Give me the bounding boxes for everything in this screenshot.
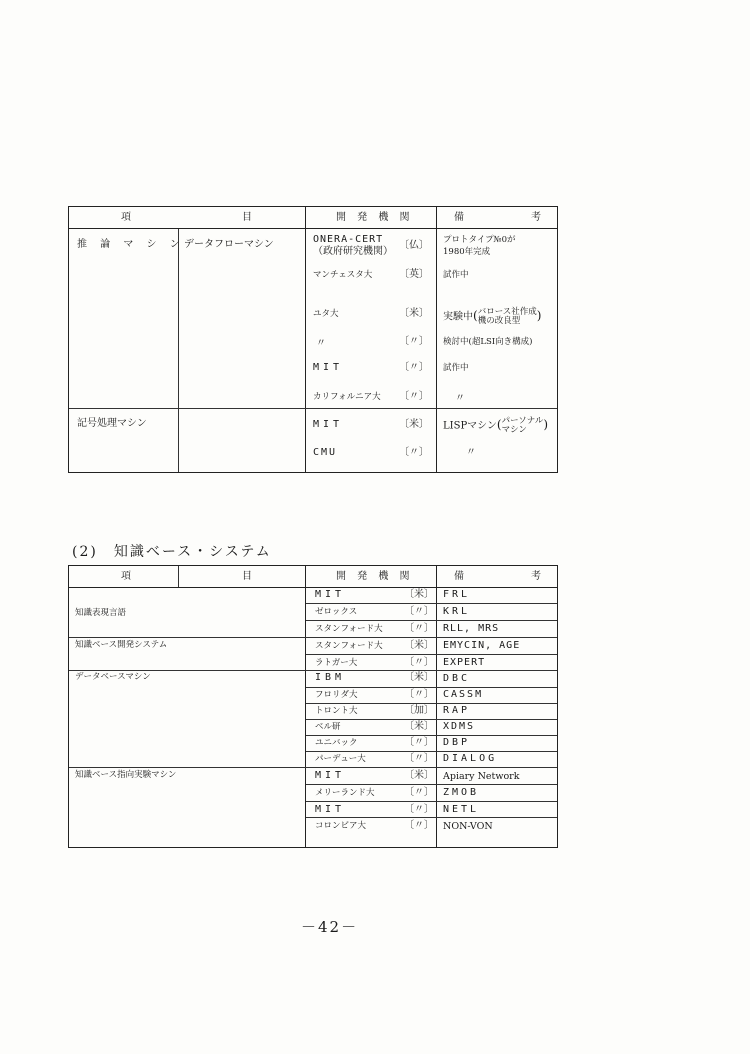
divider bbox=[436, 207, 437, 472]
remark-cell: Apiary Network bbox=[443, 771, 520, 782]
divider bbox=[306, 801, 557, 802]
org-cell: MIT bbox=[313, 419, 344, 430]
org-cell: 〃 bbox=[316, 338, 326, 349]
org-cell: ゼロックス bbox=[315, 607, 358, 617]
divider bbox=[178, 229, 179, 472]
country-cell: 〔英〕 bbox=[399, 269, 429, 280]
divider bbox=[306, 620, 557, 621]
group-label: 推 論 マ シ ン bbox=[77, 239, 185, 250]
remark-cell: EXPERT bbox=[443, 657, 486, 668]
remark-cell: DBC bbox=[443, 673, 471, 684]
divider bbox=[306, 654, 557, 655]
org-cell: CMU bbox=[313, 447, 338, 458]
group-label: 知識ベース指向実験マシン bbox=[75, 770, 177, 780]
country-cell: 〔〃〕 bbox=[404, 820, 434, 831]
group-label: データベースマシン bbox=[75, 672, 151, 682]
remark-sub: バロース社作成 bbox=[477, 307, 537, 317]
remark-cell: 〃 bbox=[455, 393, 465, 404]
org-cell: パーデュー大 bbox=[315, 754, 366, 764]
divider bbox=[69, 767, 557, 768]
remark-cell: KRL bbox=[443, 606, 471, 617]
group-label: 記号処理マシン bbox=[77, 418, 147, 429]
divider bbox=[69, 637, 557, 638]
org-cell: メリーランド大 bbox=[315, 788, 375, 798]
divider bbox=[178, 566, 179, 587]
remark-cell: DIALOG bbox=[443, 753, 498, 764]
country-cell: 〔〃〕 bbox=[404, 689, 434, 700]
org-cell: ラトガー大 bbox=[315, 658, 358, 668]
header-remarks-left: 備 bbox=[454, 571, 468, 582]
remark-cell: RAP bbox=[443, 705, 471, 716]
org-cell: ユタ大 bbox=[313, 309, 339, 319]
country-cell: 〔仏〕 bbox=[399, 240, 429, 251]
remark-cell: DBP bbox=[443, 737, 471, 748]
remark-cell: 試作中 bbox=[443, 270, 469, 280]
org-cell: トロント大 bbox=[315, 706, 358, 716]
header-item-left: 項 bbox=[121, 212, 135, 223]
country-cell: 〔〃〕 bbox=[404, 657, 434, 668]
header-item-left: 項 bbox=[121, 571, 135, 582]
section-title: (2) 知識ベース・システム bbox=[72, 544, 272, 560]
divider bbox=[306, 603, 557, 604]
org-cell: コロンビア大 bbox=[315, 821, 367, 831]
remark-cell: プロトタイプ№0が bbox=[443, 235, 516, 245]
header-remarks-right: 考 bbox=[531, 571, 545, 582]
divider bbox=[69, 228, 557, 229]
header-org: 開 発 機 関 bbox=[336, 571, 414, 582]
divider bbox=[436, 566, 437, 847]
country-cell: 〔米〕 bbox=[404, 672, 434, 683]
divider bbox=[306, 719, 557, 720]
country-cell: 〔米〕 bbox=[404, 589, 434, 600]
org-cell: MIT bbox=[315, 770, 346, 781]
remark-cell: 実験中(バロース社作成 機の改良型 ) bbox=[443, 307, 542, 326]
org-cell: IBM bbox=[315, 672, 346, 683]
group-sublabel: データフローマシン bbox=[184, 239, 274, 250]
country-cell: 〔米〕 bbox=[399, 308, 429, 319]
remark-cell: ZMOB bbox=[443, 787, 480, 798]
header-org: 開 発 機 関 bbox=[336, 212, 414, 223]
remark-cell: 1980年完成 bbox=[443, 247, 491, 257]
remark-cell: NETL bbox=[443, 804, 480, 815]
org-cell: ユニバック bbox=[315, 738, 358, 748]
divider bbox=[69, 670, 557, 671]
inference-machine-table bbox=[68, 206, 558, 473]
org-cell: カリフォルニア大 bbox=[313, 392, 381, 402]
knowledge-base-table bbox=[68, 565, 558, 848]
remark-cell: 〃 bbox=[466, 447, 476, 458]
remark-text: LISPマシン bbox=[443, 420, 497, 432]
divider bbox=[306, 817, 557, 818]
divider bbox=[69, 587, 557, 588]
group-label: 知識表現言語 bbox=[75, 608, 127, 618]
country-cell: 〔〃〕 bbox=[404, 737, 434, 748]
divider bbox=[306, 751, 557, 752]
country-cell: 〔〃〕 bbox=[404, 623, 434, 634]
remark-sub: 機の改良型 bbox=[477, 316, 521, 326]
remark-cell: LISPマシン(パーソナル マシン ) bbox=[443, 416, 549, 435]
remark-sub: マシン bbox=[501, 425, 527, 435]
remark-cell: 検討中(超LSI向き構成) bbox=[443, 337, 533, 347]
org-cell: ONERA-CERT bbox=[313, 234, 384, 245]
divider bbox=[306, 687, 557, 688]
country-cell: 〔米〕 bbox=[399, 419, 429, 430]
country-cell: 〔米〕 bbox=[404, 770, 434, 781]
country-cell: 〔〃〕 bbox=[404, 804, 434, 815]
divider bbox=[305, 207, 306, 472]
org-cell: MIT bbox=[315, 804, 346, 815]
divider bbox=[305, 566, 306, 847]
divider bbox=[306, 703, 557, 704]
org-cell: スタンフォード大 bbox=[315, 624, 383, 634]
remark-cell: FRL bbox=[443, 589, 471, 600]
country-cell: 〔〃〕 bbox=[399, 362, 429, 373]
remark-cell: EMYCIN, AGE bbox=[443, 640, 521, 651]
remark-text: 実験中 bbox=[443, 311, 473, 323]
divider bbox=[306, 784, 557, 785]
remark-cell: CASSM bbox=[443, 689, 484, 700]
country-cell: 〔〃〕 bbox=[404, 606, 434, 617]
country-cell: 〔米〕 bbox=[404, 721, 434, 732]
country-cell: 〔〃〕 bbox=[404, 787, 434, 798]
divider bbox=[306, 735, 557, 736]
remark-cell: RLL, MRS bbox=[443, 623, 500, 634]
header-remarks-left: 備 bbox=[454, 212, 468, 223]
country-cell: 〔米〕 bbox=[404, 640, 434, 651]
country-cell: 〔〃〕 bbox=[404, 753, 434, 764]
org-cell: MIT bbox=[313, 362, 344, 373]
country-cell: 〔〃〕 bbox=[399, 336, 429, 347]
org-cell: マンチェスタ大 bbox=[313, 270, 373, 280]
page-number: －42－ bbox=[301, 918, 359, 936]
country-cell: 〔〃〕 bbox=[399, 391, 429, 402]
divider bbox=[69, 408, 557, 409]
header-item-right: 目 bbox=[242, 212, 256, 223]
org-cell: MIT bbox=[315, 589, 346, 600]
remark-cell: NON-VON bbox=[443, 821, 493, 832]
remark-cell: 試作中 bbox=[443, 363, 469, 373]
remark-sub: パーソナル bbox=[501, 416, 544, 426]
org-cell: ベル研 bbox=[315, 722, 341, 732]
org-cell: （政府研究機関） bbox=[313, 246, 393, 257]
org-cell: スタンフォード大 bbox=[315, 641, 383, 651]
header-item-right: 目 bbox=[242, 571, 256, 582]
org-cell: フロリダ大 bbox=[315, 690, 358, 700]
country-cell: 〔〃〕 bbox=[399, 447, 429, 458]
header-remarks-right: 考 bbox=[531, 212, 545, 223]
remark-cell: XDMS bbox=[443, 721, 476, 732]
country-cell: 〔加〕 bbox=[404, 705, 434, 716]
group-label: 知識ベース開発システム bbox=[75, 640, 168, 650]
